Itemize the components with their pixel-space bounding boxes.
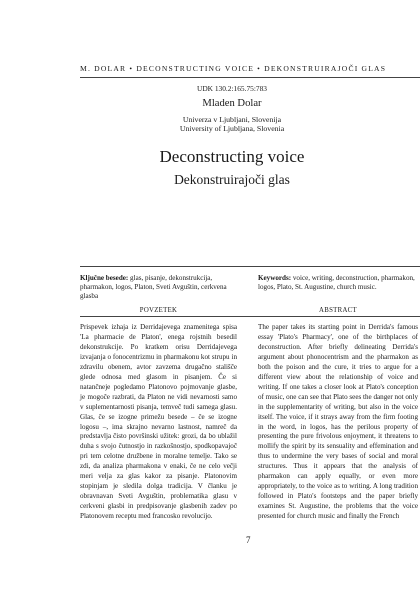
keywords-english bbox=[258, 274, 418, 292]
keywords-slovene-text: glas, pisanje, dekonstrukcija, pharmakon, logos, Platon, Sveti Avguštin, cerkvena glasba bbox=[80, 274, 227, 301]
povzetek-heading: POVZETEK bbox=[139, 307, 178, 314]
abstract-heading: ABSTRACT bbox=[319, 307, 357, 314]
keywords-slovene bbox=[80, 274, 237, 302]
povzetek-text: Prispevek izhaja iz Derridajevega znamenitega spisa 'La pharmacie de Platon', enega rojstnih besedil dekonstrukcije. Po kratkem orisu Derridajevega izvajanja o fonocentrizmu in pharmakonu kot strupu in zdravilu obenem, avtor zavzema drugačno stališče glede odnosa med glasom in pisanjem. Če si natančneje pogledamo Platonovo pojmovanje glasbe, je mogoče razbrati, da Platon ne vidi nevarnosti samo v suplementarnosti pisanja, temveč tudi samega glasu. Glas, če se izogne primežu besede – če se izogne logosu –, ima skrajno nevarno lastnost, namreč da predstavlja čisto površinski užitek: grozi, da bo ublažil duha s svojo čutnostjo in razkošnostjo, spodkopavajoč pri tem celotne družbene in moralne temelje. Tako se zdi, da analiza pharmakona v enaki, če ne celo večji meri velja za glas kakor za pisanje. Platonovim stopinjam je sledila dolga tradicija. V članku je obravnavan Sveti Avguštin, problematika glasu v cerkveni glasbi in predpisovanje glasbenih zadev po Platonovem receptu med francosko revolucijo. bbox=[80, 323, 237, 521]
affiliation-slovene: Univerza v Ljubljani, Slovenija bbox=[182, 115, 282, 124]
paper-subtitle: Dekonstruirajoči glas bbox=[174, 172, 290, 187]
page-number: 7 bbox=[246, 535, 251, 545]
keywords-english-text: voice, writing, deconstruction, pharmakon, logos, Plato, St. Augustine, church music. bbox=[258, 274, 415, 292]
author-name: Mladen Dolar bbox=[202, 98, 262, 109]
keywords-top-rule bbox=[80, 266, 420, 267]
udk-code: UDK 130.2:165.75:783 bbox=[196, 84, 267, 93]
affiliation-english: University of Ljubljana, Slovenia bbox=[179, 124, 285, 133]
running-head: M. DOLAR • DECONSTRUCTING VOICE • DEKONSTRUIRAJOČI GLAS bbox=[80, 64, 387, 73]
abstract-text: The paper takes its starting point in Derrida's famous essay 'Plato's Pharmacy', one of the birthplaces of deconstruction. After briefly delineating Derrida's argument about phonocentrism and the pharmakon as both the poison and the cure, it tries to argue for a different view about the relationship of voice and writing. If one takes a closer look at Plato's conception of music, one can see that Plato sees the danger not only in the supplementarity of writing, but also in the voice itself. The voice, if it strays away from the firm footing in the word, in logos, has the perilous property of presenting the pure frivolous enjoyment, it threatens to mollify the spirit by its sensuality and effemination and thus to undermine the very bases of social and moral structures. Thus it appears that the analysis of pharmakon can apply equally, or even more appropriately, to the voice as to writing. A long tradition followed in Plato's footsteps and the paper briefly examines St. Augustine, the problems that the voice presented for church music and finally the French bbox=[258, 323, 418, 521]
keywords-english-label: Keywords: bbox=[258, 274, 292, 282]
header-rule bbox=[80, 77, 420, 78]
section-rule bbox=[80, 316, 420, 317]
keywords-slovene-label: Ključne besede: bbox=[80, 274, 129, 282]
paper-title: Deconstructing voice bbox=[159, 147, 305, 166]
